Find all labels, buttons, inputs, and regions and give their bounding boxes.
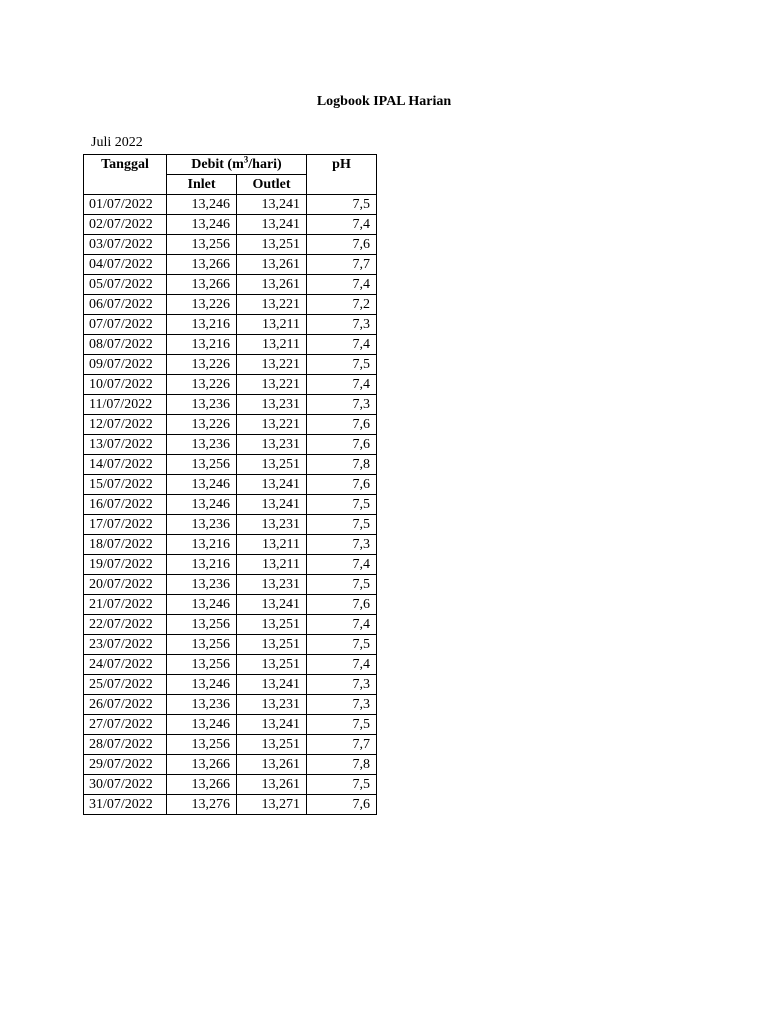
cell-inlet: 13,236	[167, 575, 237, 595]
cell-date: 03/07/2022	[84, 235, 167, 255]
table-header	[84, 155, 377, 195]
cell-ph: 7,3	[307, 695, 377, 715]
cell-date: 06/07/2022	[84, 295, 167, 315]
cell-ph: 7,6	[307, 235, 377, 255]
cell-date: 21/07/2022	[84, 595, 167, 615]
cell-ph: 7,3	[307, 395, 377, 415]
table-row	[84, 615, 377, 635]
table-row	[84, 595, 377, 615]
cell-ph: 7,7	[307, 735, 377, 755]
cell-inlet: 13,226	[167, 295, 237, 315]
cell-ph: 7,6	[307, 435, 377, 455]
cell-date: 14/07/2022	[84, 455, 167, 475]
table-row	[84, 655, 377, 675]
cell-ph: 7,5	[307, 495, 377, 515]
cell-date: 16/07/2022	[84, 495, 167, 515]
cell-ph: 7,4	[307, 655, 377, 675]
cell-inlet: 13,256	[167, 635, 237, 655]
cell-ph: 7,5	[307, 355, 377, 375]
cell-outlet: 13,211	[237, 315, 307, 335]
cell-ph: 7,4	[307, 335, 377, 355]
cell-inlet: 13,246	[167, 675, 237, 695]
cell-inlet: 13,246	[167, 495, 237, 515]
cell-inlet: 13,216	[167, 555, 237, 575]
cell-ph: 7,6	[307, 595, 377, 615]
cell-date: 15/07/2022	[84, 475, 167, 495]
table-row	[84, 515, 377, 535]
cell-ph: 7,4	[307, 555, 377, 575]
cell-inlet: 13,226	[167, 375, 237, 395]
cell-outlet: 13,241	[237, 495, 307, 515]
cell-outlet: 13,231	[237, 395, 307, 415]
table-row	[84, 255, 377, 275]
table-row	[84, 235, 377, 255]
header-debit	[167, 155, 307, 175]
cell-outlet: 13,211	[237, 555, 307, 575]
table-row	[84, 375, 377, 395]
cell-inlet: 13,266	[167, 755, 237, 775]
cell-date: 10/07/2022	[84, 375, 167, 395]
cell-inlet: 13,216	[167, 315, 237, 335]
cell-date: 13/07/2022	[84, 435, 167, 455]
header-ph: pH	[307, 155, 377, 195]
cell-ph: 7,4	[307, 215, 377, 235]
table-row	[84, 395, 377, 415]
cell-ph: 7,5	[307, 715, 377, 735]
cell-outlet: 13,221	[237, 375, 307, 395]
cell-date: 11/07/2022	[84, 395, 167, 415]
table-row	[84, 795, 377, 815]
cell-ph: 7,4	[307, 375, 377, 395]
cell-inlet: 13,256	[167, 655, 237, 675]
cell-date: 05/07/2022	[84, 275, 167, 295]
cell-inlet: 13,236	[167, 695, 237, 715]
table-row	[84, 355, 377, 375]
cell-inlet: 13,246	[167, 475, 237, 495]
cell-inlet: 13,246	[167, 215, 237, 235]
cell-date: 22/07/2022	[84, 615, 167, 635]
cell-ph: 7,6	[307, 795, 377, 815]
table-row	[84, 495, 377, 515]
cell-date: 09/07/2022	[84, 355, 167, 375]
cell-outlet: 13,211	[237, 535, 307, 555]
cell-ph: 7,5	[307, 775, 377, 795]
table-row	[84, 695, 377, 715]
cell-date: 02/07/2022	[84, 215, 167, 235]
cell-ph: 7,5	[307, 635, 377, 655]
table-row	[84, 715, 377, 735]
header-debit-prefix: Debit (m	[191, 157, 244, 172]
header-outlet: Outlet	[237, 175, 307, 195]
table-row	[84, 315, 377, 335]
cell-ph: 7,4	[307, 275, 377, 295]
table-row	[84, 575, 377, 595]
cell-date: 28/07/2022	[84, 735, 167, 755]
cell-outlet: 13,211	[237, 335, 307, 355]
cell-ph: 7,2	[307, 295, 377, 315]
cell-outlet: 13,241	[237, 595, 307, 615]
cell-inlet: 13,246	[167, 715, 237, 735]
cell-date: 25/07/2022	[84, 675, 167, 695]
cell-inlet: 13,256	[167, 735, 237, 755]
cell-date: 12/07/2022	[84, 415, 167, 435]
cell-ph: 7,6	[307, 475, 377, 495]
cell-date: 18/07/2022	[84, 535, 167, 555]
table-row	[84, 275, 377, 295]
cell-date: 01/07/2022	[84, 195, 167, 215]
cell-inlet: 13,216	[167, 535, 237, 555]
cell-date: 20/07/2022	[84, 575, 167, 595]
cell-ph: 7,6	[307, 415, 377, 435]
cell-outlet: 13,261	[237, 275, 307, 295]
table-row	[84, 215, 377, 235]
cell-date: 23/07/2022	[84, 635, 167, 655]
table-row	[84, 535, 377, 555]
cell-ph: 7,8	[307, 455, 377, 475]
cell-date: 04/07/2022	[84, 255, 167, 275]
cell-date: 26/07/2022	[84, 695, 167, 715]
cell-inlet: 13,226	[167, 415, 237, 435]
cell-outlet: 13,261	[237, 755, 307, 775]
cell-outlet: 13,241	[237, 195, 307, 215]
table-row	[84, 435, 377, 455]
cell-outlet: 13,241	[237, 715, 307, 735]
cell-date: 30/07/2022	[84, 775, 167, 795]
cell-date: 07/07/2022	[84, 315, 167, 335]
cell-date: 31/07/2022	[84, 795, 167, 815]
cell-outlet: 13,261	[237, 255, 307, 275]
table-row	[84, 755, 377, 775]
table-row	[84, 555, 377, 575]
header-row-top	[84, 155, 377, 175]
cell-inlet: 13,266	[167, 275, 237, 295]
cell-date: 17/07/2022	[84, 515, 167, 535]
cell-ph: 7,8	[307, 755, 377, 775]
cell-outlet: 13,251	[237, 735, 307, 755]
cell-outlet: 13,251	[237, 615, 307, 635]
header-debit-suffix: /hari)	[248, 157, 282, 172]
cell-inlet: 13,256	[167, 455, 237, 475]
cell-outlet: 13,221	[237, 295, 307, 315]
cell-date: 08/07/2022	[84, 335, 167, 355]
cell-date: 27/07/2022	[84, 715, 167, 735]
cell-ph: 7,3	[307, 535, 377, 555]
cell-inlet: 13,226	[167, 355, 237, 375]
cell-date: 24/07/2022	[84, 655, 167, 675]
cell-inlet: 13,266	[167, 255, 237, 275]
cell-ph: 7,4	[307, 615, 377, 635]
cell-ph: 7,5	[307, 195, 377, 215]
table-row	[84, 455, 377, 475]
cell-outlet: 13,261	[237, 775, 307, 795]
cell-outlet: 13,231	[237, 515, 307, 535]
cell-outlet: 13,221	[237, 415, 307, 435]
cell-ph: 7,3	[307, 315, 377, 335]
table-row	[84, 335, 377, 355]
table-row	[84, 415, 377, 435]
cell-outlet: 13,231	[237, 695, 307, 715]
cell-inlet: 13,256	[167, 235, 237, 255]
table-row	[84, 295, 377, 315]
table-row	[84, 775, 377, 795]
header-inlet: Inlet	[167, 175, 237, 195]
cell-outlet: 13,241	[237, 475, 307, 495]
table-body	[84, 195, 377, 815]
header-date: Tanggal	[84, 155, 167, 195]
cell-outlet: 13,241	[237, 215, 307, 235]
cell-inlet: 13,256	[167, 615, 237, 635]
cell-outlet: 13,221	[237, 355, 307, 375]
logbook-table	[83, 154, 377, 815]
cell-inlet: 13,236	[167, 395, 237, 415]
cell-inlet: 13,266	[167, 775, 237, 795]
table-row	[84, 735, 377, 755]
cell-ph: 7,5	[307, 575, 377, 595]
header-debit-sup: 3	[243, 154, 249, 165]
cell-outlet: 13,241	[237, 675, 307, 695]
cell-inlet: 13,216	[167, 335, 237, 355]
period-label: Juli 2022	[91, 135, 143, 150]
table-row	[84, 475, 377, 495]
cell-inlet: 13,236	[167, 435, 237, 455]
document-title: Logbook IPAL Harian	[316, 94, 452, 109]
cell-outlet: 13,251	[237, 455, 307, 475]
cell-ph: 7,3	[307, 675, 377, 695]
cell-ph: 7,7	[307, 255, 377, 275]
cell-outlet: 13,271	[237, 795, 307, 815]
cell-inlet: 13,276	[167, 795, 237, 815]
table-row	[84, 635, 377, 655]
cell-date: 19/07/2022	[84, 555, 167, 575]
cell-outlet: 13,251	[237, 235, 307, 255]
cell-inlet: 13,236	[167, 515, 237, 535]
cell-ph: 7,5	[307, 515, 377, 535]
cell-outlet: 13,231	[237, 435, 307, 455]
table-row	[84, 195, 377, 215]
table-row	[84, 675, 377, 695]
cell-outlet: 13,251	[237, 635, 307, 655]
cell-inlet: 13,246	[167, 195, 237, 215]
cell-inlet: 13,246	[167, 595, 237, 615]
cell-outlet: 13,251	[237, 655, 307, 675]
cell-date: 29/07/2022	[84, 755, 167, 775]
cell-outlet: 13,231	[237, 575, 307, 595]
